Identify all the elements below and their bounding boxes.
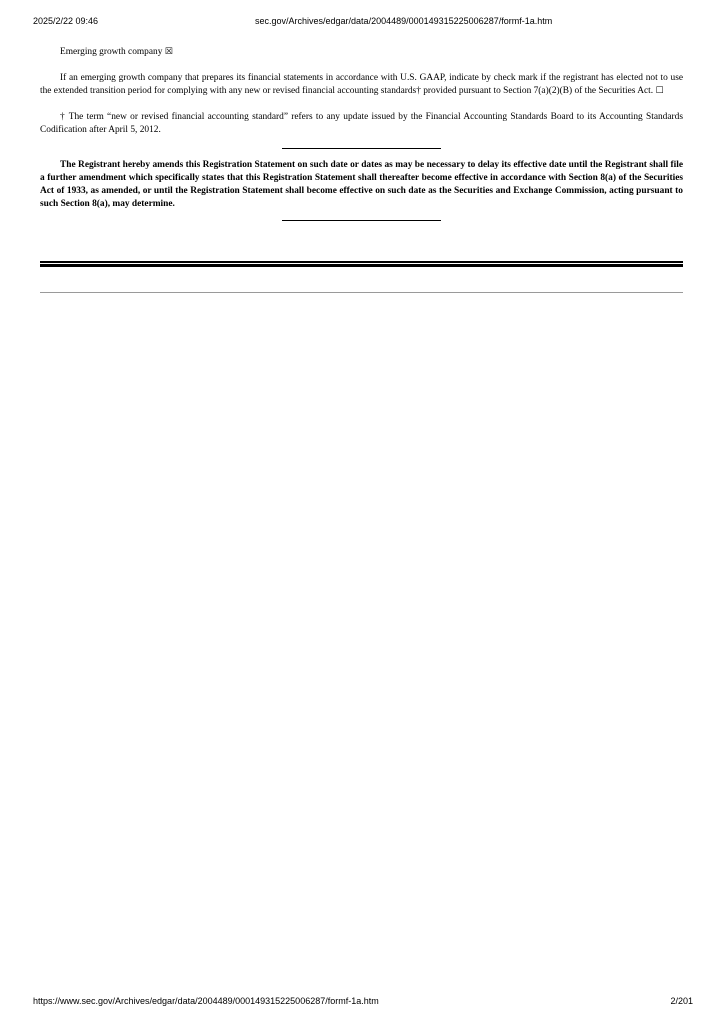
delaying-amendment-paragraph: The Registrant hereby amends this Registration Statement on such date or dates as may be necessary to delay its effective date until the Registrant shall file a further amendment which specifically states that this Registration Statement shall thereafter become effective in accordance with Section 8(a) of the Securities Act of 1933, as amended, or until the Registration Statement shall become effective on such date as the Securities and Exchange Commission, acting pursuant to such Section 8(a), may determine. bbox=[40, 160, 683, 209]
page-break-rule bbox=[40, 264, 683, 267]
transition-period-text: If an emerging growth company that prepares its financial statements in accordance with U.S. GAAP, indicate by check mark if the registrant has elected not to use the extended transition period for complying with any new or revised financial accounting standards† provided pursuant to Section 7(a)(2)(B) of the Securities Act. bbox=[40, 73, 683, 96]
section-divider bbox=[282, 220, 441, 221]
emerging-growth-company-label: Emerging growth company bbox=[60, 47, 163, 57]
section-divider bbox=[282, 148, 441, 149]
unchecked-box-icon: ☐ bbox=[655, 86, 664, 96]
print-header-url: sec.gov/Archives/edgar/data/2004489/000149315225006287/formf-1a.htm bbox=[255, 16, 553, 26]
transition-period-paragraph bbox=[40, 72, 683, 98]
print-footer-url: https://www.sec.gov/Archives/edgar/data/2004489/000149315225006287/formf-1a.htm bbox=[33, 996, 379, 1006]
print-footer bbox=[0, 996, 724, 1010]
print-header bbox=[0, 16, 724, 30]
page-break-rule bbox=[40, 261, 683, 263]
print-datetime: 2025/2/22 09:46 bbox=[33, 16, 99, 26]
emerging-growth-company-line bbox=[40, 46, 683, 59]
page-number: 2/201 bbox=[670, 996, 693, 1006]
footnote-paragraph: † The term “new or revised financial accounting standard” refers to any update issued by the Financial Accounting Standards Board to its Accounting Standards Codification after April 5, 2012. bbox=[40, 112, 683, 135]
page-separator bbox=[40, 292, 683, 293]
checked-box-icon: ☒ bbox=[164, 47, 173, 57]
document-body bbox=[40, 46, 683, 221]
